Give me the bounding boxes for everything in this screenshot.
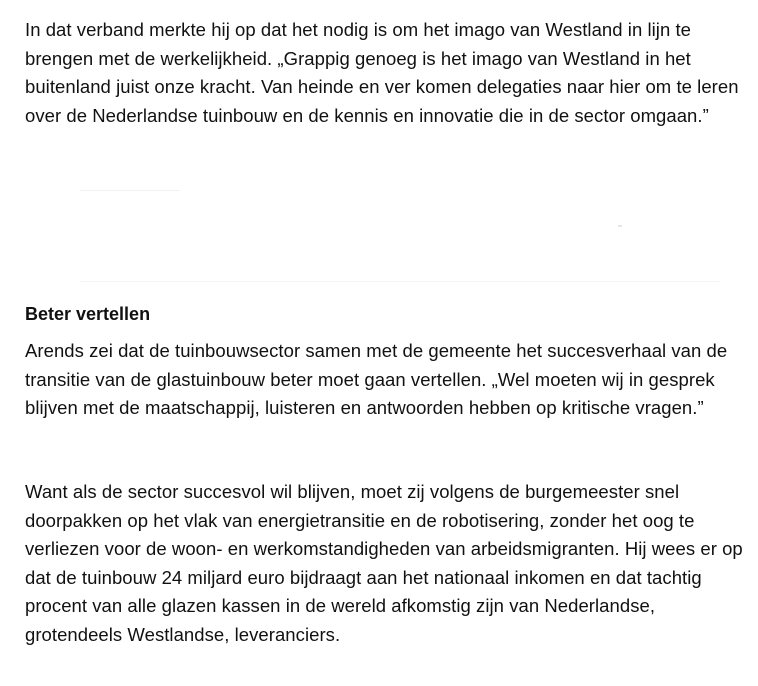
article-paragraph: In dat verband merkte hij op dat het nodig is om het imago van Westland in lijn te brengen met de werkelijkheid. „Grappig genoeg is het imago van Westland in het buitenland juist onze kracht. Van heinde en ver komen delegaties naar hier om te leren over de Nederlandse tuinbouw en de kennis en innovatie die in de sector omgaan.”	[25, 19, 739, 126]
divider	[80, 281, 720, 282]
article-paragraph: Arends zei dat de tuinbouwsector samen met de gemeente het succesverhaal van de transitie van de glastuinbouw beter moet gaan vertellen. „Wel moeten wij in gesprek blijven met de maatschappij, luisteren en antwoorden hebben op kritische vragen.”	[25, 340, 728, 418]
embedded-media-placeholder	[0, 180, 758, 290]
article-paragraph: Want als de sector succesvol wil blijven, moet zij volgens de burgemeester snel doorpakken op het vlak van energietransitie en de robotisering, zonder het oog te verliezen voor de woon- en werkomstandigheden van arbeidsmigranten. Hij wees er op dat de tuinbouw 24 miljard euro bijdraagt aan het nationaal inkomen en dat tachtig procent van alle glazen kassen in de wereld afkomstig zijn van Nederlandse, grotendeels Westlandse, leveranciers.	[25, 481, 743, 645]
divider	[618, 225, 622, 227]
section-heading: Beter vertellen	[25, 304, 151, 324]
divider	[80, 190, 180, 191]
